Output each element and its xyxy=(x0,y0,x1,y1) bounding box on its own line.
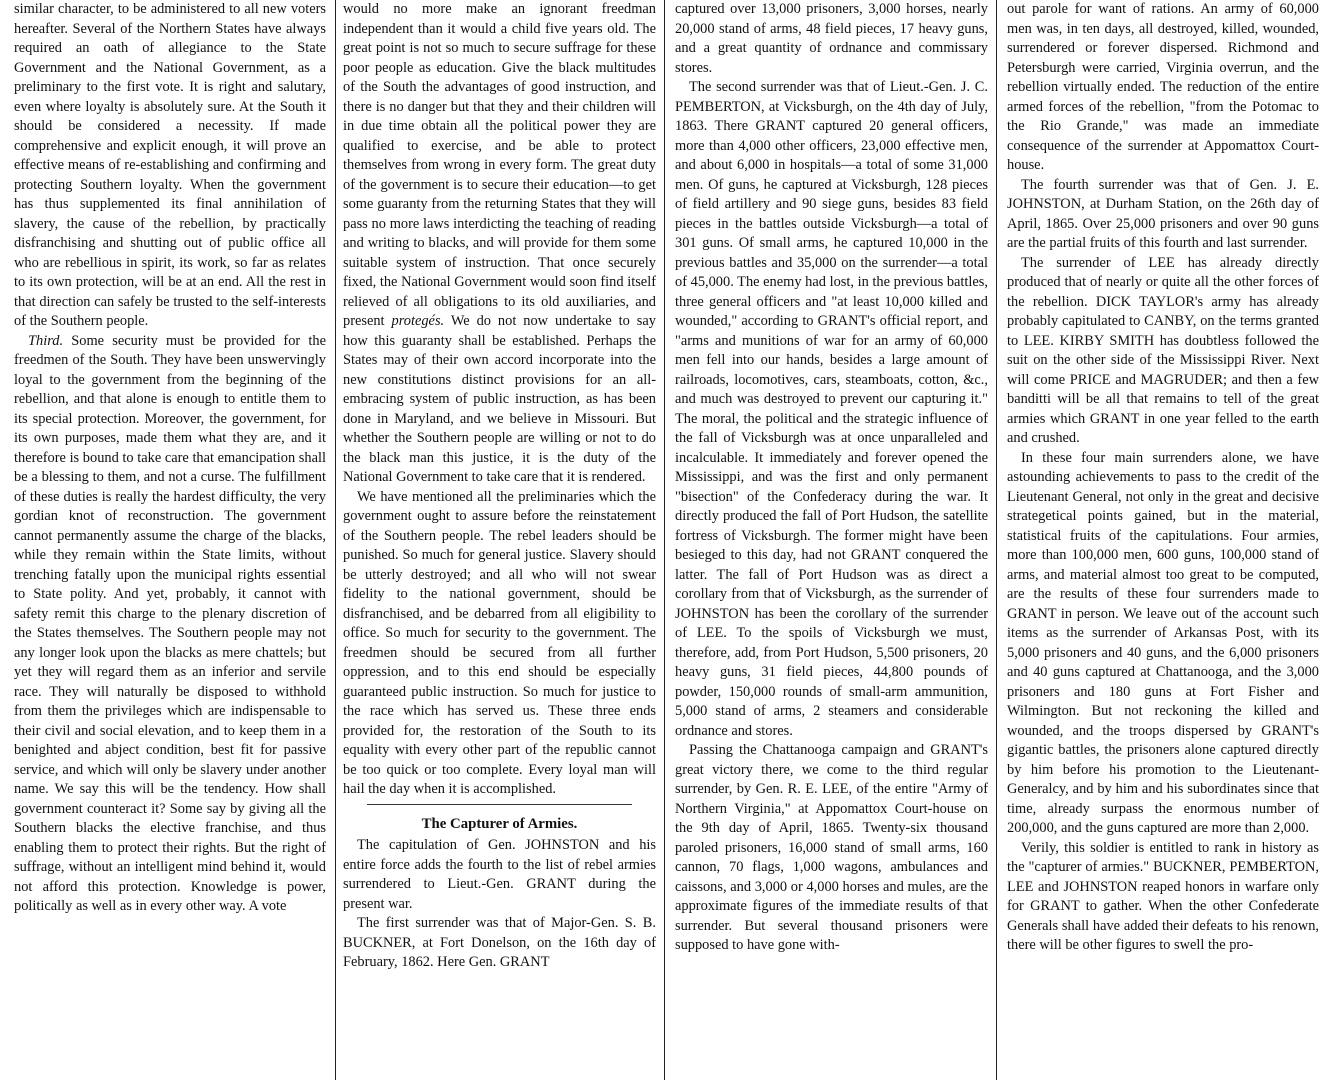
paragraph xyxy=(343,0,656,488)
column-rule xyxy=(664,0,665,1080)
paragraph-text: We do not now undertake to say how this guaranty shall be established. Perhaps the States may of their own accord incorporate into the new constitutions distinct provisions for an all-embracing system of public instruction, as has been done in Maryland, and we believe in Missouri. But whether the Southern people are willing or not to do the black man this justice, it is the duty of the National Government to take care that it is rendered. xyxy=(343,313,656,485)
paragraph: Passing the Chattanooga campaign and GRANT's great victory there, we come to the third regular surrender, by Gen. R. E. LEE, of the entire "Army of Northern Virginia," at Appomattox Court-house on the 9th day of April, 1865. Twenty-six thousand paroled prisoners, 16,000 stand of small arms, 160 cannon, 70 flags, 1,000 wagons, ambulances and caissons, and 3,000 or 4,000 horses and mules, are the approximate figures of the immediate results of that surrender. But several thousand prisoners were supposed to have gone with- xyxy=(675,742,988,953)
paragraph-text: Some security must be provided for the freedmen of the South. They have been unswervingly loyal to the government from the beginning of the rebellion, and that alone is enough to entitle them to its special protection. Moreover, the government, for its own purposes, made them what they are, and it therefore is bound to take care that emancipation shall be a blessing to them, and not a curse. The fulfillment of these duties is really the hardest difficulty, the very gordian knot of reconstruction. The government cannot permanently assume the charge of the blacks, while they remain within the State limits, without trenching fatally upon the municipal rights essential to State polity. And yet, probably, it cannot with safety remit this charge to the plenary discretion of the States themselves. The Southern people may not any longer look upon the blacks as mere chattels; but yet they will regard them as an inferior and servile race. They will naturally be disposed to withhold from them the privileges which are indispensable to their civil and social elevation, and to keep them in a benighted and abject condition, best fit for passive service, and which will only be slavery under another name. We say this will be the tendency. How shall government counteract it? Some say by giving all the Southern blacks the elective franchise, and thus enabling them to protect their rights. But the right of suffrage, without an intelligent mind behind it, would not afford this protection. Knowledge is power, politically as well as in every other way. A vote xyxy=(14,332,326,914)
paragraph: The surrender of LEE has already directly produced that of nearly or quite all the other forces of the rebellion. DICK TAYLOR's army has already probably capitulated to CANBY, on the terms granted to LEE. KIRBY SMITH has doubtless followed the suit on the other side of the Mississippi River. Next will come PRICE and MAGRUDER; and then a few banditti will be all that remains to tell of the great armies which GRANT in one year felled to the earth and crushed. xyxy=(1007,254,1319,446)
paragraph: out parole for want of rations. An army of 60,000 men was, in ten days, all destroyed, killed, wounded, surrendered or forever dispersed. Richmond and Petersburgh were carried, Virginia overrun, and the rebellion virtually ended. The reduction of the entire armed forces of the rebellion, "from the Potomac to the Rio Grande," was made an immediate consequence of the surrender at Appomattox Court-house. xyxy=(1007,1,1319,173)
section-divider xyxy=(367,804,632,805)
column-2 xyxy=(343,0,656,1080)
paragraph: In these four main surrenders alone, we have astounding achievements to pass to the credit of the Lieutenant General, not only in the great and decisive strategetical points gained, but in the material, statistical fruits of the capitulations. Four armies, more than 100,000 men, 600 guns, 100,000 stand of arms, and material almost too great to be computed, are the results of these four surrenders made to GRANT in person. We leave out of the account such items as the surrender of Arkansas Post, with its 5,000 prisoners and 40 guns, and the 6,000 prisoners and 40 guns captured at Chattanooga, and the 3,000 prisoners and 180 guns at Fort Fisher and Wilmington. But not reckoning the killed and wounded, and the troops dispersed by GRANT's gigantic battles, the prisoners alone captured directly by him before his promotion to the Lieutenant-Generalcy, and by him and his subordinates since that time, already surpass the enormous number of 200,000, and the guns captured are more than 2,000. xyxy=(1007,449,1319,836)
lead-word: Third. xyxy=(28,332,64,349)
column-1 xyxy=(14,0,326,1080)
paragraph xyxy=(14,332,326,917)
paragraph: The first surrender was that of Major-Gen. S. B. BUCKNER, at Fort Donelson, on the 16th day of February, 1862. Here Gen. GRANT xyxy=(343,915,656,971)
paragraph: We have mentioned all the preliminaries which the government ought to assure before the reinstatement of the Southern people. The rebel leaders should be punished. So much for general justice. Slavery should be utterly destroyed; and all who will not swear fidelity to the national government, should be disfranchised, and be debarred from all eligibility to office. So much for security to the government. The freedmen should be secured from all further oppression, and to this end should be especially guaranteed public instruction. So much for justice to the race which has served us. These three ends provided for, the restoration of the South to its equality with every other part of the republic cannot be too quick or too complete. Every loyal man will hail the day when it is accomplished. xyxy=(343,488,656,797)
paragraph: similar character, to be administered to all new voters hereafter. Several of the Northern States have always required an oath of allegiance to the State Government and the National Government, as a preliminary to the first vote. It is right and salutary, even where loyalty is absolutely sure. At the South it should be considered a necessity. If made comprehensive and explicit enough, it will prove an effective means of re-establishing and confirming and protecting Southern loyalty. When the government has thus supplemented its final annihilation of slavery, the cause of the rebellion, by practically disfranchising and shutting out of public office all who are rebellious in spirit, its work, so far as relates to its own protection, will be at an end. All the rest in that direction can safely be trusted to the self-interests of the Southern people. xyxy=(14,1,326,329)
paragraph: captured over 13,000 prisoners, 3,000 horses, nearly 20,000 stand of arms, 48 field pieces, 17 heavy guns, and a great quantity of ordnance and commissary stores. xyxy=(675,1,988,76)
paragraph: Verily, this soldier is entitled to rank in history as the "capturer of armies." BUCKNER, PEMBERTON, LEE and JOHNSTON reaped honors in warfare only for GRANT to gather. When the other Confederate Generals shall have added their defeats to his renown, there will be other figures to swell the pro- xyxy=(1007,839,1319,953)
column-4 xyxy=(1007,0,1319,1080)
column-rule xyxy=(996,0,997,1080)
article-heading: The Capturer of Armies. xyxy=(421,815,578,832)
italic-word: protegés. xyxy=(391,313,445,329)
paragraph: The second surrender was that of Lieut.-Gen. J. C. PEMBERTON, at Vicksburgh, on the 4th day of July, 1863. There GRANT captured 20 general officers, more than 4,000 other officers, 23,000 effective men, and about 6,000 in hospitals—a total of some 31,000 men. Of guns, he captured at Vicksburgh, 128 pieces of field artillery and 90 siege guns, besides 83 field pieces in the battles outside Vicksburgh—a total of 301 guns. Of small arms, he captured 10,000 in the previous battles and 35,000 on the surrender—a total of 45,000. The enemy had lost, in the previous battles, three general officers and "at least 10,000 killed and wounded," according to GRANT's official report, and "arms and munitions of war for an army of 60,000 men fell into our hands, besides a large amount of railroads, locomotives, cars, steamboats, cotton, &c., and much was destroyed to prevent our capturing it." The moral, the political and the strategic influence of the fall of Vicksburgh was at once unparalleled and incalculable. It immediately and forever opened the Mississippi, and was the first and only permanent "bisection" of the Confederacy during the war. It directly produced the fall of Port Hudson, the satellite fortress of Vicksburgh. The former might have been besieged to this day, had not GRANT conquered the latter. The fall of Port Hudson was as direct a corollary from that of Vicksburgh, as the surrender of JOHNSTON has been the corollary of the surrender of LEE. To the spoils of Vicksburgh we must, therefore, add, from Port Hudson, 5,500 prisoners, 20 heavy guns, 31 field pieces, 44,800 pounds of powder, 150,000 rounds of small-arm ammunition, 5,000 stand of arms, 2 steamers and considerable ordnance and stores. xyxy=(675,79,988,739)
paragraph-text: would no more make an ignorant freedman independent than it would a child five years old. The great point is not so much to secure suffrage for these poor people as education. Give the black multitudes of the South the advantages of good instruction, and there is no danger but that they and their children will in due time obtain all the political power they are qualified to exercise, and be able to protect themselves from wrong in every form. The great duty of the government is to secure their education—to get some guaranty from the returning States that they will pass no more laws interdicting the teaching of reading and writing to blacks, and will provide for them some suitable system of instruction. That once securely fixed, the National Government would soon find itself relieved of all obligations to its old auxiliaries, and present xyxy=(343,1,656,329)
column-rule xyxy=(335,0,336,1080)
paragraph: The capitulation of Gen. JOHNSTON and his entire force adds the fourth to the list of rebel armies surrendered to Lieut.-Gen. GRANT during the present war. xyxy=(343,837,656,912)
column-3 xyxy=(675,0,988,1080)
paragraph: The fourth surrender was that of Gen. J. E. JOHNSTON, at Durham Station, on the 26th day of April, 1865. Over 25,000 prisoners and over 90 guns are the partial fruits of this fourth and last surrender. xyxy=(1007,176,1319,251)
